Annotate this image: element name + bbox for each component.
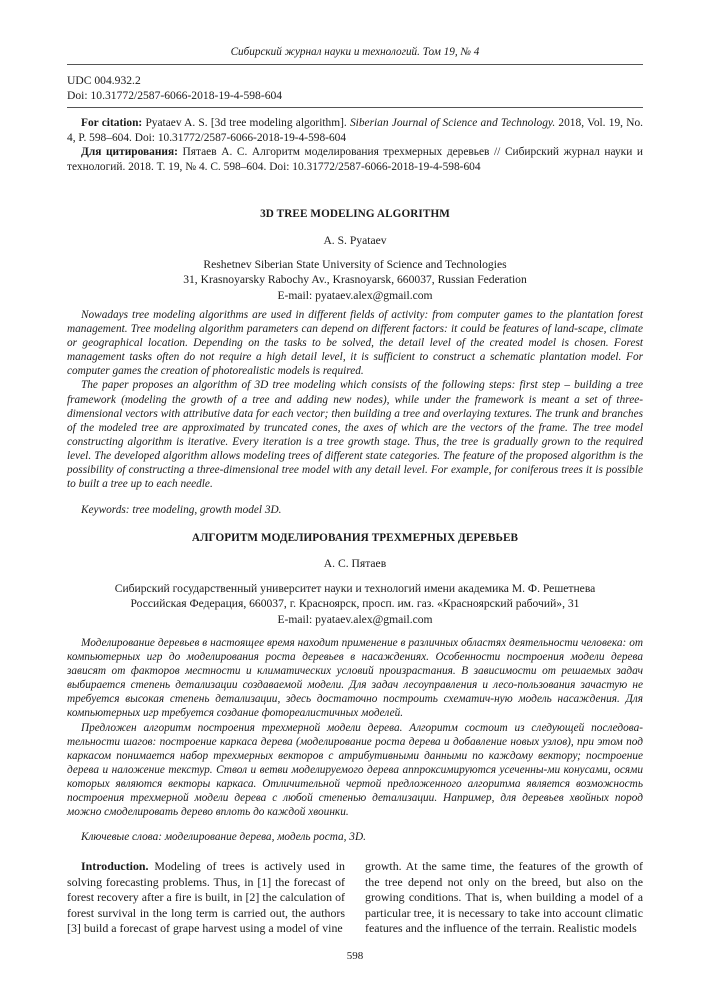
introduction-heading: Introduction. (81, 859, 149, 873)
citation-ru-label: Для цитирования: (81, 146, 178, 159)
body-column-left (67, 859, 345, 937)
page-number: 598 (346, 950, 364, 962)
citation-ru-text: Пятаев А. С. Алгоритм моделирования трехмерных деревьев // Сибирский журнал науки и технологий. 2018. Т. 19, № 4. С. 598–604. Doi: 10.31772/2587-6066-2018-19-4-598-604 (67, 146, 643, 173)
ru-title: АЛГОРИТМ МОДЕЛИРОВАНИЯ ТРЕХМЕРНЫХ ДЕРЕВЬЕВ (191, 532, 519, 544)
citation-en-pre: Pyataev A. S. [3d tree modeling algorithm]. (142, 117, 350, 129)
citation-rule (67, 107, 643, 108)
ru-abstract (67, 636, 643, 819)
citation-en-post: 2018, Vol. 19, No. 4, P. 598–604. Doi: 10.31772/2587-6066-2018-19-4-598-604 (67, 117, 643, 144)
en-author: A. S. Pyataev (323, 234, 387, 247)
en-affiliation-name: Reshetnev Siberian State University of Science and Technologies (203, 258, 507, 271)
citation-ru (67, 145, 643, 174)
ru-author: А. С. Пятаев (323, 557, 387, 570)
doi: Doi: 10.31772/2587-6066-2018-19-4-598-604 (67, 89, 283, 102)
citation-en-journal: Siberian Journal of Science and Technology. (349, 117, 556, 129)
en-title: 3D TREE MODELING ALGORITHM (260, 208, 450, 220)
en-email: E-mail: pyataev.alex@gmail.com (277, 288, 433, 302)
en-abstract (67, 308, 643, 491)
en-abstract-p1: Nowadays tree modeling algorithms are used in different fields of activity: from computer games to the plantation forest management. Tree modeling algorithm parameters can depend on different factors: it could be features of land-scape, climate or geographical location. Depending on the tasks to be solved, the detail level of the created model is chosen. Forest management tasks often do not require a high detail level, it is sufficient to construct a schematic plantation model. For computer games the creation of photorealistic models is required. (67, 309, 643, 378)
citation-en-label: For citation: (81, 117, 143, 129)
body-column-right (365, 859, 643, 937)
ru-abstract-p1: Моделирование деревьев в настоящее время находит применение в различных областях деятельности человека: от компьютерных игр до моделирования роста деревьев в насаждениях. Особенности построения модели дерева зависят от факторов местности и климатических условий произрастания. В зависимости от решаемых задач выбирается степень детализации создаваемой модели. Для задач лесоуправления и лесо-пользования зачастую не требуется высокая степень детализации, здесь достаточно построить схематич-ную модель насаждения. Для компьютерных игр требуется создание фотореалистичных моделей. (67, 637, 643, 720)
citation-block (67, 116, 643, 174)
introduction-text: Modeling of trees is actively used in solving forecasting problems. Thus, in [1] the forecast of forest recovery after a fire is built, in [2] the calculation of forest survival in the long term is carried out, the authors [3] build a forecast of grape harvest using a model of vine (67, 859, 345, 935)
ru-email: E-mail: pyataev.alex@gmail.com (277, 612, 433, 626)
udc-code: UDC 004.932.2 (67, 74, 141, 87)
introduction-paragraph (67, 859, 345, 937)
ru-affiliation-name: Сибирский государственный университет науки и технологий имени академика М. Ф. Решетнева (114, 582, 596, 595)
ru-affiliation (67, 581, 643, 627)
en-affiliation-address: 31, Krasnoyarsky Rabochy Av., Krasnoyarsk, 660037, Russian Federation (183, 273, 527, 287)
en-abstract-p2: The paper proposes an algorithm of 3D tree modeling which consists of the following steps: first step – building a tree framework (modeling the growth of a tree and adding new nodes), while under the framework is meant a set of three-dimensional vectors with attributive data for each vector; then building a tree and overlaying textures. The trunk and branches of the modeled tree are approximated by truncated cones, the axes of which are the vectors of the frame. The tree model constructing algorithm is iterative. Every iteration is a tree growth stage. Thus, the tree is gradually grown to the required level. The developed algorithm allows modeling trees of different state categories. The feature of the proposed algorithm is the possibility of constructing a three-dimensional tree model with any detail level. For example, for coniferous trees it is possible to built a tree up to each needle. (67, 379, 643, 491)
ru-keywords: Ключевые слова: моделирование дерева, модель роста, 3D. (81, 831, 366, 843)
header-rule (67, 64, 643, 65)
en-keywords: Keywords: tree modeling, growth model 3D. (81, 504, 282, 516)
article-meta (67, 73, 282, 103)
en-affiliation (67, 257, 643, 303)
ru-abstract-p2: Предложен алгоритм построения трехмерной модели дерева. Алгоритм состоит из следующей последова-тельности шагов: построение каркаса дерева (моделирование роста дерева и добавление новых узлов), при этом под каркасом понимается набор трехмерных векторов с атрибутивными данными по каждому вектору; построение дерева и наложение текстур. Ствол и ветви моделируемого дерева аппроксимируются усеченны-ми конусами, осями которых являются векторы каркаса. Отличительной чертой предложенного алгоритма является возможность построения трехмерной модели дерева с любой степенью детализации. Например, для деревьев хвойных пород можно смоделировать дерево вплоть до каждой хвоинки. (67, 721, 643, 819)
body-right-text: growth. At the same time, the features of the growth of the tree depend not only on the breed, but also on the growing conditions. That is, when building a model of a particular tree, it is necessary to take into account climatic features and the influence of the terrain. Realistic models (365, 859, 643, 935)
citation-en (67, 116, 643, 145)
running-header: Сибирский журнал науки и технологий. Том 19, № 4 (230, 46, 480, 58)
ru-affiliation-address: Российская Федерация, 660037, г. Красноярск, просп. им. газ. «Красноярский рабочий», 31 (130, 597, 580, 611)
